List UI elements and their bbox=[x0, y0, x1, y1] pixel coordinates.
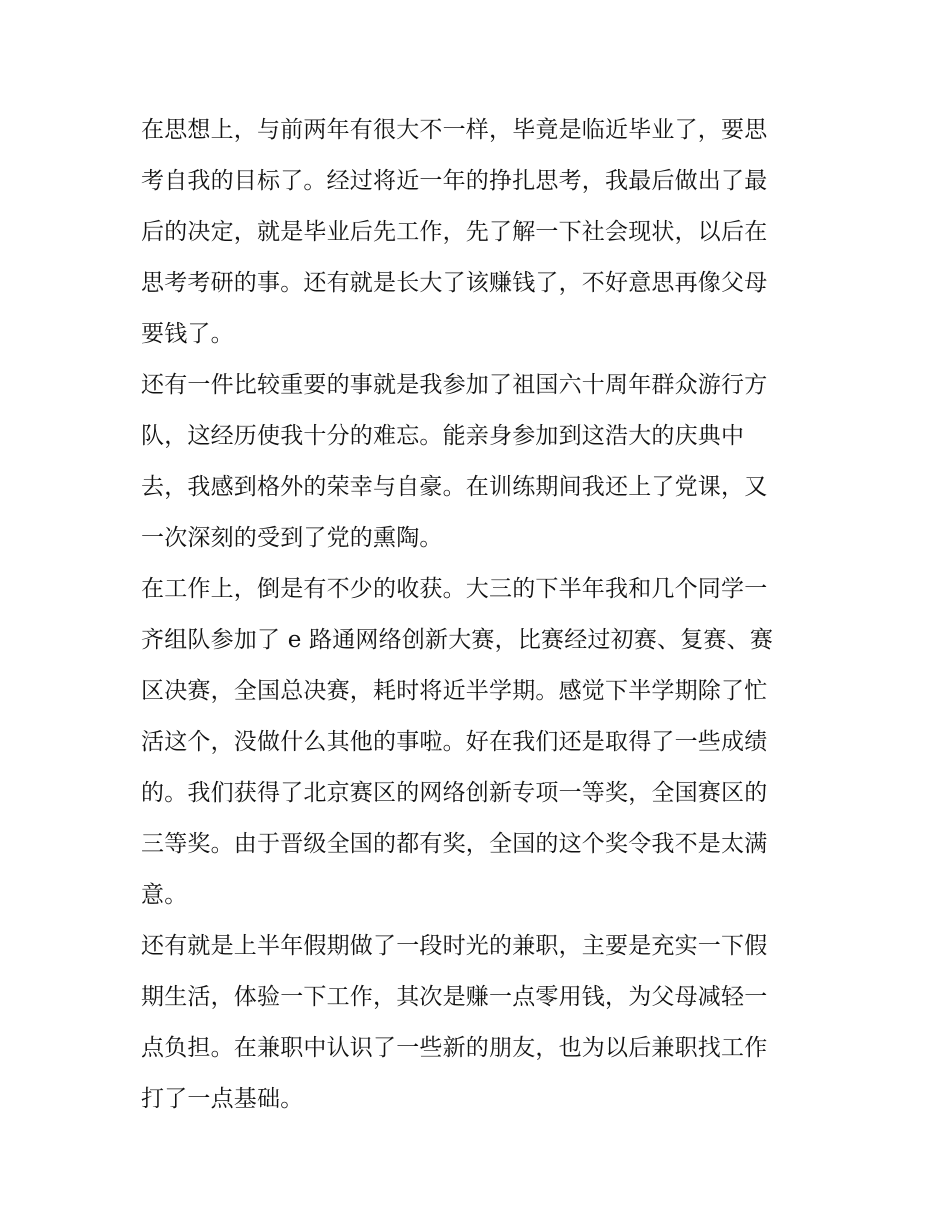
text-line: 区决赛，全国总决赛，耗时将近半学期。感觉下半学期除了忙 bbox=[141, 678, 768, 704]
text-line: 考自我的目标了。经过将近一年的挣扎思考，我最后做出了最 bbox=[141, 168, 768, 194]
text-line: 要钱了。 bbox=[141, 321, 234, 347]
paragraph-4 bbox=[141, 921, 813, 1125]
text-line: 去，我感到格外的荣幸与自豪。在训练期间我还上了党课，又 bbox=[141, 474, 768, 500]
paragraph-3 bbox=[141, 564, 813, 921]
document-body bbox=[141, 105, 813, 1125]
text-line: 还有就是上半年假期做了一段时光的兼职，主要是充实一下假 bbox=[141, 933, 768, 959]
text-line: 后的决定，就是毕业后先工作，先了解一下社会现状，以后在 bbox=[141, 219, 768, 245]
text-line: 意。 bbox=[141, 882, 188, 908]
text-line: 齐组队参加了 e 路通网络创新大赛，比赛经过初赛、复赛、赛 bbox=[141, 627, 774, 653]
text-line: 还有一件比较重要的事就是我参加了祖国六十周年群众游行方 bbox=[141, 372, 768, 398]
text-line: 期生活，体验一下工作，其次是赚一点零用钱，为父母减轻一 bbox=[141, 984, 768, 1010]
text-line: 在工作上，倒是有不少的收获。大三的下半年我和几个同学一 bbox=[141, 576, 768, 602]
text-line: 点负担。在兼职中认识了一些新的朋友，也为以后兼职找工作 bbox=[141, 1035, 768, 1061]
text-line: 队，这经历使我十分的难忘。能亲身参加到这浩大的庆典中 bbox=[141, 423, 745, 449]
text-line: 打了一点基础。 bbox=[141, 1086, 304, 1112]
text-line: 一次深刻的受到了党的熏陶。 bbox=[141, 525, 443, 551]
text-line: 的。我们获得了北京赛区的网络创新专项一等奖，全国赛区的 bbox=[141, 780, 768, 806]
text-line: 活这个，没做什么其他的事啦。好在我们还是取得了一些成绩 bbox=[141, 729, 768, 755]
text-line: 在思想上，与前两年有很大不一样，毕竟是临近毕业了，要思 bbox=[141, 117, 768, 143]
paragraph-1 bbox=[141, 105, 813, 360]
text-line: 三等奖。由于晋级全国的都有奖，全国的这个奖令我不是太满 bbox=[141, 831, 768, 857]
paragraph-2 bbox=[141, 360, 813, 564]
text-line: 思考考研的事。还有就是长大了该赚钱了，不好意思再像父母 bbox=[141, 270, 768, 296]
